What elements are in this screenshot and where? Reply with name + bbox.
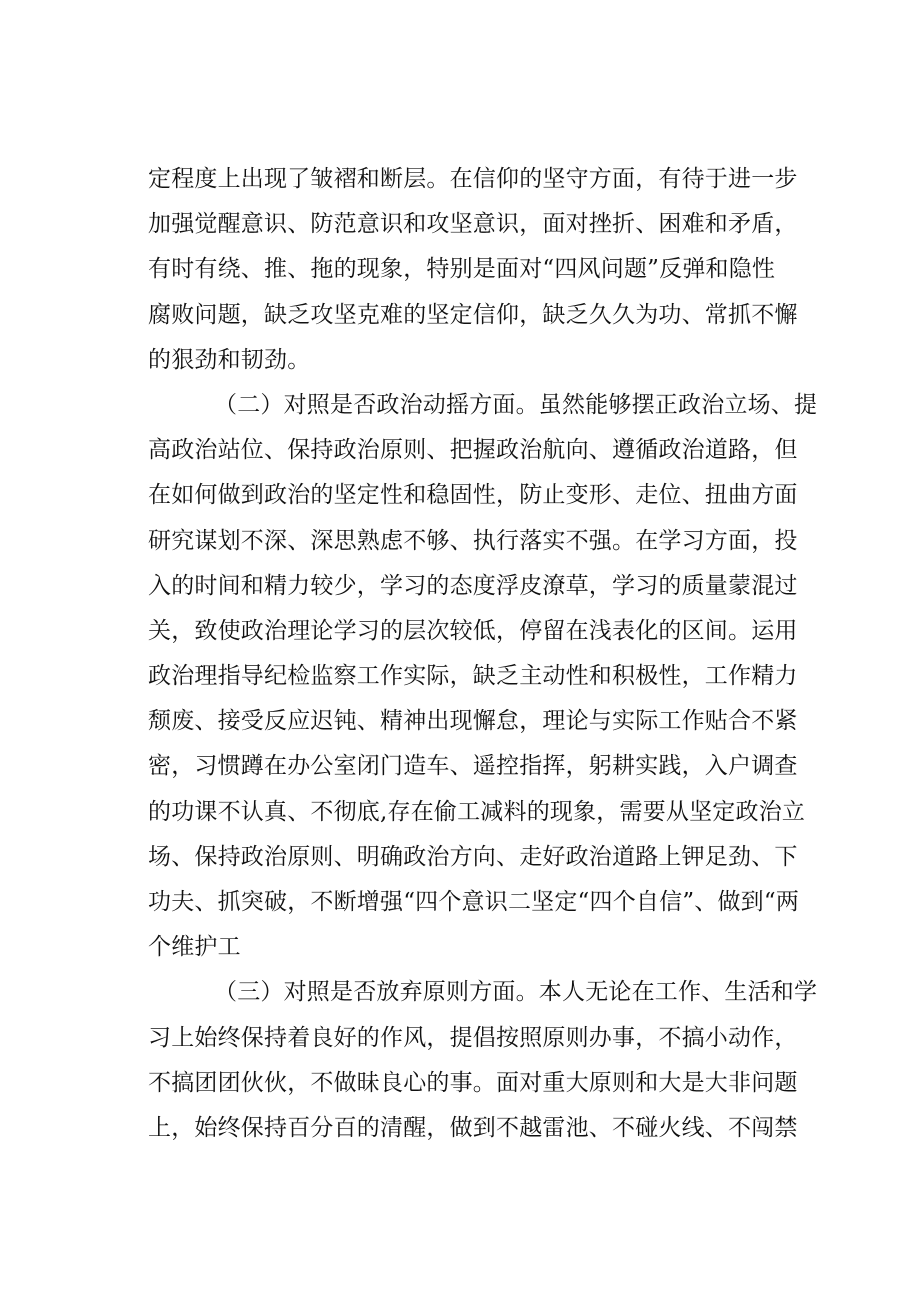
text-line: 入的时间和精力较少，学习的态度浮皮潦草，学习的质量蒙混过 bbox=[148, 572, 798, 599]
text-line: 习上始终保持着良好的作风，提倡按照原则办事，不搞小动作， bbox=[148, 1024, 798, 1051]
document-body bbox=[148, 157, 818, 1151]
paragraph-faith bbox=[148, 157, 808, 383]
paragraph-heading-line: （三）对照是否放弃原则方面。本人无论在工作、生活和学 bbox=[214, 979, 818, 1006]
text-line: 关，致使政治理论学习的层次较低，停留在浅表化的区间。运用 bbox=[148, 617, 798, 644]
text-line: 个维护工 bbox=[148, 934, 241, 961]
text-line: 密，习惯蹲在办公室闭门造车、遥控指挥，躬耕实践，入户调查 bbox=[148, 753, 798, 780]
text-line: 有时有绕、推、拖的现象，特别是面对“四风问题”反弹和隐性 bbox=[148, 256, 776, 283]
text-line: 加强觉醒意识、防范意识和攻坚意识，面对挫折、困难和矛盾， bbox=[148, 211, 798, 238]
text-line: 腐败问题，缺乏攻坚克难的坚定信仰，缺乏久久为功、常抓不懈 bbox=[148, 301, 798, 328]
text-line: 颓废、接受反应迟钝、精神出现懈怠，理论与实际工作贴合不紧 bbox=[148, 708, 798, 735]
text-line: 场、保持政治原则、明确政治方向、走好政治道路上钾足劲、下 bbox=[148, 843, 798, 870]
text-line: 定程度上出现了皱褶和断层。在信仰的坚守方面，有待于进一步 bbox=[148, 166, 798, 192]
paragraph-heading-line: （二）对照是否政治动摇方面。虽然能够摆正政治立场、提 bbox=[214, 391, 818, 418]
text-line: 在如何做到政治的坚定性和稳固性，防止变形、走位、扭曲方面 bbox=[148, 482, 798, 509]
text-line: 高政治站位、保持政治原则、把握政治航向、遵循政治道路，但 bbox=[148, 437, 798, 464]
paragraph-political-wavering bbox=[148, 383, 818, 970]
text-line: 政治理指导纪检监察工作实际，缺乏主动性和积极性，工作精力 bbox=[148, 663, 798, 690]
text-line: 不搞团团伙伙，不做昧良心的事。面对重大原则和大是大非问题 bbox=[148, 1069, 798, 1096]
text-line: 研究谋划不深、深思熟虑不够、执行落实不强。在学习方面，投 bbox=[148, 527, 798, 554]
text-line: 的功课不认真、不彻底,存在偷工减料的现象，需要从坚定政治立 bbox=[148, 798, 806, 825]
text-line: 的狠劲和韧劲。 bbox=[148, 346, 311, 373]
text-line: 上，始终保持百分百的清醒，做到不越雷池、不碰火线、不闯禁 bbox=[148, 1114, 798, 1141]
paragraph-abandon-principles bbox=[148, 970, 818, 1151]
text-line: 功夫、抓突破，不断增强“四个意识二坚定“四个自信”、做到“两 bbox=[148, 889, 800, 915]
